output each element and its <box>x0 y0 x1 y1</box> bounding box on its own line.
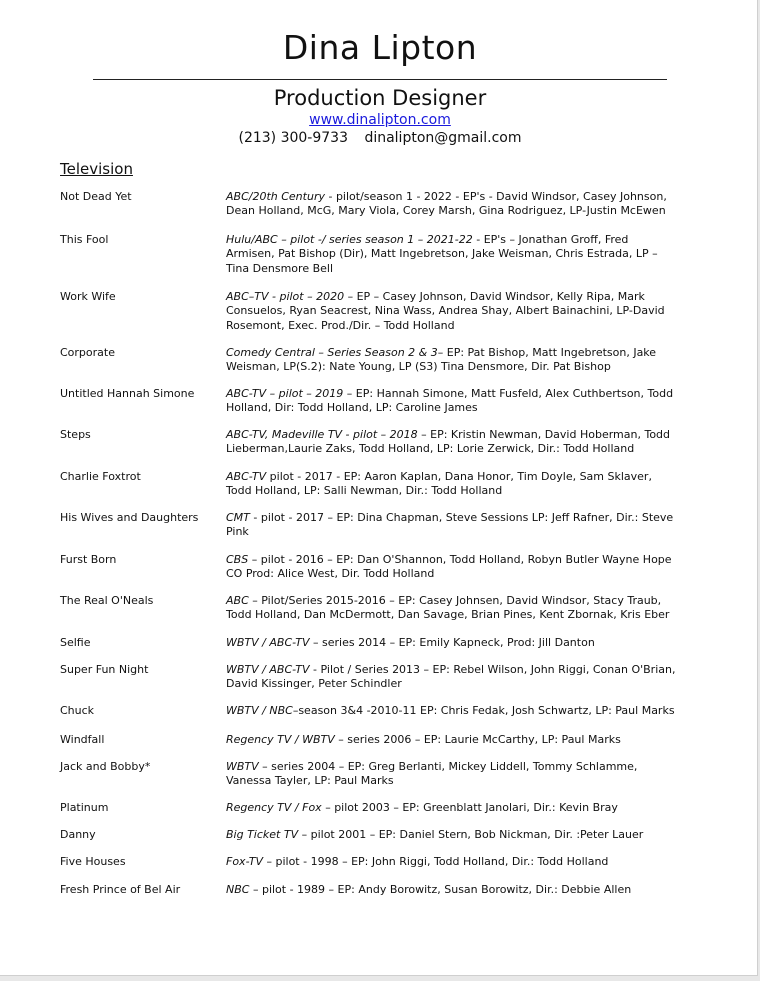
network: Big Ticket TV <box>226 828 299 841</box>
credit-description <box>226 760 676 789</box>
network: ABC <box>226 594 249 607</box>
email-address: dinalipton@gmail.com <box>364 130 522 146</box>
credit-description <box>226 511 676 540</box>
show-title: Jack and Bobby* <box>60 760 151 773</box>
show-title: Selfie <box>60 636 91 649</box>
phone-number: (213) 300-9733 <box>238 130 348 146</box>
show-title: Danny <box>60 828 96 841</box>
show-title: Charlie Foxtrot <box>60 470 141 483</box>
network: WBTV <box>226 760 259 773</box>
credit-description <box>226 733 676 747</box>
credit-description <box>226 704 676 718</box>
credit-description <box>226 883 676 897</box>
show-title: Furst Born <box>60 553 117 566</box>
credit-description <box>226 233 676 276</box>
network: NBC <box>226 883 250 896</box>
network: ABC–TV - pilot – 2020 <box>226 290 345 303</box>
show-title: His Wives and Daughters <box>60 511 199 524</box>
resume-name: Dina Lipton <box>282 28 478 67</box>
credit-description <box>226 663 676 692</box>
show-title: This Fool <box>60 233 109 246</box>
credit-description <box>226 553 676 582</box>
website-link[interactable]: www.dinalipton.com <box>309 112 451 128</box>
network: ABC-TV <box>226 470 267 483</box>
network: WBTV / ABC-TV <box>226 663 310 676</box>
show-title: Corporate <box>60 346 115 359</box>
header-divider <box>93 79 667 80</box>
show-title: Not Dead Yet <box>60 190 132 203</box>
network: CBS <box>226 553 249 566</box>
contact-line <box>0 130 760 146</box>
credit-description <box>226 387 676 416</box>
show-title: Untitled Hannah Simone <box>60 387 195 400</box>
credit-details: – pilot - 1989 – EP: Andy Borowitz, Susan Borowitz, Dir.: Debbie Allen <box>249 883 632 896</box>
credit-details: – pilot - 1998 – EP: John Riggi, Todd Holland, Dir.: Todd Holland <box>262 855 609 868</box>
credit-description <box>226 828 676 842</box>
network: WBTV / NBC <box>226 704 293 717</box>
network: Regency TV / WBTV <box>226 733 335 746</box>
network: ABC/20th Century <box>226 190 325 203</box>
show-title: Platinum <box>60 801 109 814</box>
credit-details: – series 2006 – EP: Laurie McCarthy, LP: Paul Marks <box>334 733 621 746</box>
credit-details: – pilot 2003 – EP: Greenblatt Janolari, Dir.: Kevin Bray <box>321 801 618 814</box>
credit-details: – series 2014 – EP: Emily Kapneck, Prod: Jill Danton <box>309 636 595 649</box>
network: Fox-TV <box>226 855 263 868</box>
network: WBTV / ABC-TV <box>226 636 310 649</box>
credit-description <box>226 801 676 815</box>
show-title: Fresh Prince of Bel Air <box>60 883 181 896</box>
credit-details: –season 3&4 -2010-11 EP: Chris Fedak, Josh Schwartz, LP: Paul Marks <box>292 704 675 717</box>
show-title: Chuck <box>60 704 95 717</box>
credit-description <box>226 428 676 457</box>
credit-details: – Pilot/Series 2015-2016 – EP: Casey Johnsen, David Windsor, Stacy Traub, Todd Holland, Dan McDermott, Dan Savage, Brian Pines, Kent Zbornak, Kris Eber <box>226 594 670 622</box>
credit-description <box>226 346 676 375</box>
credit-details: – pilot - 2016 – EP: Dan O'Shannon, Todd Holland, Robyn Butler Wayne Hope CO Prod: Alice West, Dir. Todd Holland <box>226 553 672 581</box>
credit-description <box>226 290 676 333</box>
network: ABC-TV, Madeville TV - pilot – 2018 <box>226 428 418 441</box>
credit-details: – series 2004 – EP: Greg Berlanti, Mickey Liddell, Tommy Schlamme, Vanessa Tayler, LP: Paul Marks <box>226 760 638 788</box>
network: Regency TV / Fox <box>226 801 322 814</box>
credit-details: – EP: Pat Bishop, Matt Ingebretson, Jake Weisman, LP(S.2): Nate Young, LP (S3) Tina Densmore, Dir. Pat Bishop <box>226 346 657 374</box>
credit-details: - EP's – Jonathan Groff, Fred Armisen, Pat Bishop (Dir), Matt Ingebretson, Jake Weisman, Chris Estrada, LP – Tina Densmore Bell <box>226 233 658 275</box>
credit-details: – EP: Kristin Newman, David Hoberman, Todd Lieberman,Laurie Zaks, Todd Holland, LP: Lorie Zerwick, Dir.: Todd Holland <box>226 428 671 456</box>
show-title: Super Fun Night <box>60 663 149 676</box>
show-title: Windfall <box>60 733 105 746</box>
network: Hulu/ABC – pilot -/ series season 1 – 2021-22 <box>226 233 473 246</box>
credit-description <box>226 594 676 623</box>
credit-description <box>226 470 676 499</box>
credit-details: – EP: Hannah Simone, Matt Fusfeld, Alex Cuthbertson, Todd Holland, Dir: Todd Holland, LP: Caroline James <box>226 387 674 415</box>
credit-details: – pilot 2001 – EP: Daniel Stern, Bob Nickman, Dir. :Peter Lauer <box>298 828 644 841</box>
credit-description <box>226 190 676 219</box>
section-title-television: Television <box>60 160 133 178</box>
credit-details: pilot - 2017 - EP: Aaron Kaplan, Dana Honor, Tim Doyle, Sam Sklaver, Todd Holland, LP: Salli Newman, Dir.: Todd Holland <box>226 470 652 498</box>
show-title: Work Wife <box>60 290 116 303</box>
network: ABC-TV – pilot – 2019 <box>226 387 344 400</box>
network: CMT <box>226 511 250 524</box>
credit-details: - pilot/season 1 - 2022 - EP's - David Windsor, Casey Johnson, Dean Holland, McG, Mary Viola, Corey Marsh, Gina Rodriguez, LP-Justin McEwen <box>226 190 667 218</box>
job-title: Production Designer <box>273 86 487 110</box>
network: Comedy Central – Series Season 2 & 3 <box>226 346 438 359</box>
credit-details: - pilot - 2017 – EP: Dina Chapman, Steve Sessions LP: Jeff Rafner, Dir.: Steve Pink <box>226 511 674 539</box>
show-title: Five Houses <box>60 855 126 868</box>
credit-description <box>226 636 676 650</box>
credit-description <box>226 855 676 869</box>
credit-details: – EP – Casey Johnson, David Windsor, Kelly Ripa, Mark Consuelos, Ryan Seacrest, Nina Wass, Andrea Shay, Albert Bainachini, LP-David Rosemont, Exec. Prod./Dir. – Todd Holland <box>226 290 665 332</box>
credit-details: - Pilot / Series 2013 – EP: Rebel Wilson, John Riggi, Conan O'Brian, David Kissinger, Peter Schindler <box>226 663 676 691</box>
show-title: Steps <box>60 428 91 441</box>
show-title: The Real O'Neals <box>60 594 154 607</box>
